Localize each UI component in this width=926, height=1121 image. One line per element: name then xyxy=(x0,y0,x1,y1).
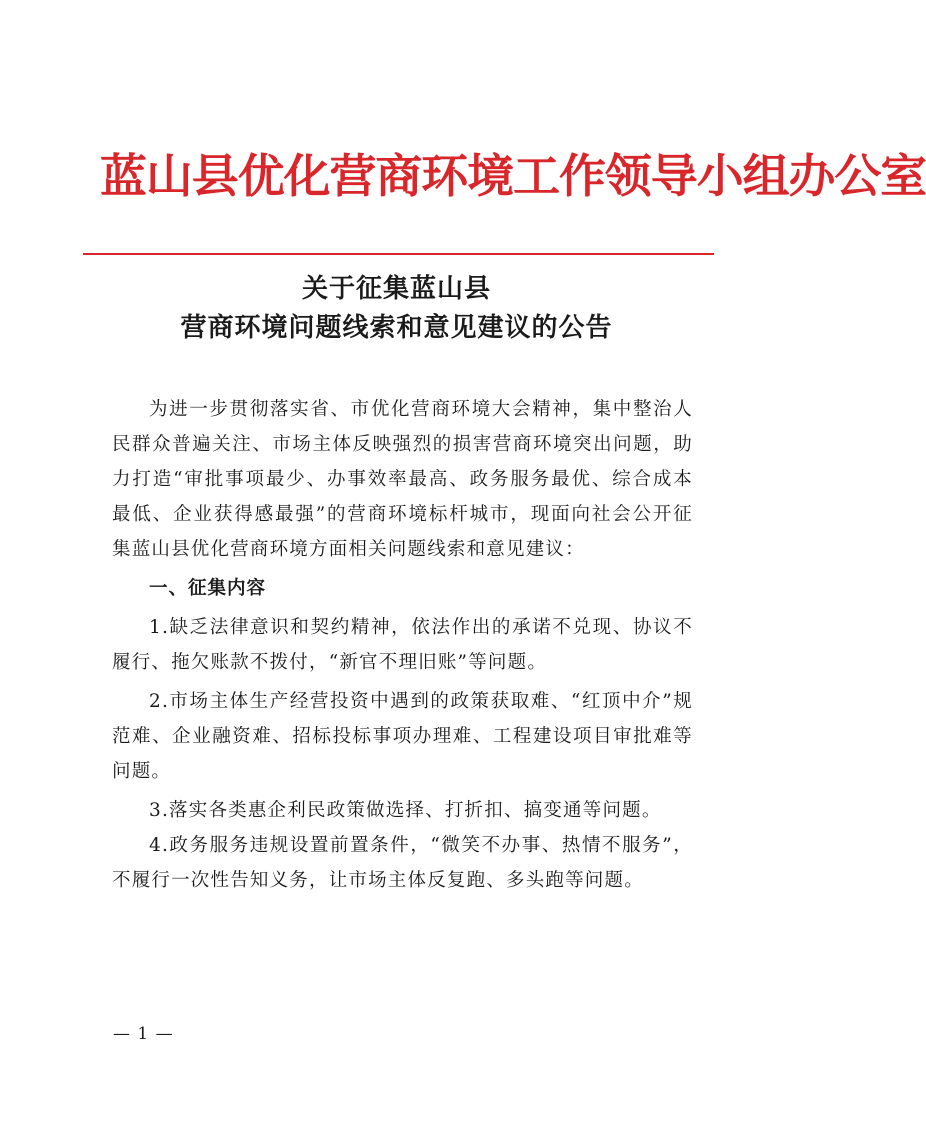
masthead-title: 蓝山县优化营商环境工作领导小组办公室 xyxy=(100,149,926,203)
section-heading: 一、征集内容 xyxy=(149,578,267,599)
content-item-1: 1.缺乏法律意识和契约精神，依法作出的承诺不兑现、协议不履行、拖欠账款不拨付，“新官不理旧账”等问题。 xyxy=(112,617,693,673)
content-item-4: 4.政务服务违规设置前置条件，“微笑不办事、热情不服务”，不履行一次性告知义务，让市场主体反复跑、多头跑等问题。 xyxy=(112,835,693,891)
content-item-2: 2.市场主体生产经营投资中遇到的政策获取难、“红顶中介”规范难、企业融资难、招标投标事项办理难、工程建设项目审批难等问题。 xyxy=(112,691,693,782)
document-title-line-2: 营商环境问题线索和意见建议的公告 xyxy=(180,313,613,343)
content-item-3: 3.落实各类惠企利民政策做选择、打折扣、搞变通等问题。 xyxy=(149,800,662,821)
document-body xyxy=(112,392,693,898)
page-number: — 1 — xyxy=(113,1024,174,1044)
red-divider-line xyxy=(83,253,714,255)
intro-paragraph: 为进一步贯彻落实省、市优化营商环境大会精神，集中整治人民群众普遍关注、市场主体反映强烈的损害营商环境突出问题，助力打造“审批事项最少、办事效率最高、政务服务最优、综合成本最低、企业获得感最强”的营商环境标杆城市，现面向社会公开征集蓝山县优化营商环境方面相关问题线索和意见建议： xyxy=(112,399,693,560)
document-title-line-1: 关于征集蓝山县 xyxy=(301,274,491,304)
